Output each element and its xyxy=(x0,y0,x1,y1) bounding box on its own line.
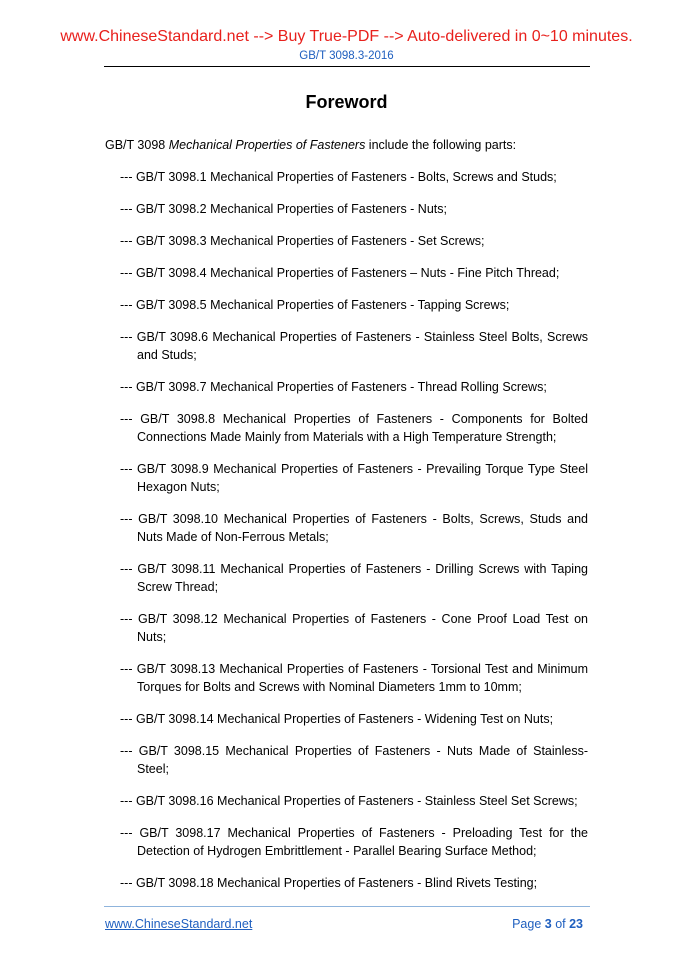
list-item: --- GB/T 3098.10 Mechanical Properties of Fasteners - Bolts, Screws, Studs and Nuts Made of Non-Ferrous Metals; xyxy=(120,512,588,544)
list-item: --- GB/T 3098.14 Mechanical Properties of Fasteners - Widening Test on Nuts; xyxy=(120,712,554,726)
promo-banner[interactable]: www.ChineseStandard.net --> Buy True-PDF --> Auto-delivered in 0~10 minutes. xyxy=(60,28,633,45)
page-current: 3 xyxy=(544,917,552,931)
list-item: --- GB/T 3098.4 Mechanical Properties of Fasteners – Nuts - Fine Pitch Thread; xyxy=(120,266,560,280)
list-item: --- GB/T 3098.12 Mechanical Properties of Fasteners - Cone Proof Load Test on Nuts; xyxy=(120,612,588,644)
list-item: --- GB/T 3098.15 Mechanical Properties of Fasteners - Nuts Made of Stainless-Steel; xyxy=(120,744,588,776)
list-item: --- GB/T 3098.1 Mechanical Properties of Fasteners - Bolts, Screws and Studs; xyxy=(120,170,557,184)
list-item: --- GB/T 3098.9 Mechanical Properties of Fasteners - Prevailing Torque Type Steel Hexagon Nuts; xyxy=(120,462,588,494)
footer-site-link[interactable]: www.ChineseStandard.net xyxy=(105,917,253,931)
list-item: --- GB/T 3098.6 Mechanical Properties of Fasteners - Stainless Steel Bolts, Screws and Studs; xyxy=(120,330,588,362)
intro-suffix: include the following parts: xyxy=(365,138,517,152)
footer-divider xyxy=(104,906,590,907)
page-counter xyxy=(512,917,583,931)
list-item: --- GB/T 3098.8 Mechanical Properties of Fasteners - Components for Bolted Connections Made Mainly from Materials with a High Temperature Strength; xyxy=(120,412,588,444)
list-item: --- GB/T 3098.13 Mechanical Properties of Fasteners - Torsional Test and Minimum Torques for Bolts and Screws with Nominal Diameters 1mm to 10mm; xyxy=(120,662,588,694)
page-prefix: Page xyxy=(512,917,545,931)
list-item: --- GB/T 3098.2 Mechanical Properties of Fasteners - Nuts; xyxy=(120,202,447,216)
list-item: --- GB/T 3098.18 Mechanical Properties of Fasteners - Blind Rivets Testing; xyxy=(120,876,538,890)
page-title: Foreword xyxy=(305,92,388,112)
list-item: --- GB/T 3098.17 Mechanical Properties of Fasteners - Preloading Test for the Detection of Hydrogen Embrittlement - Parallel Bearing Surface Method; xyxy=(120,826,588,858)
header-divider xyxy=(104,66,590,67)
list-item: --- GB/T 3098.16 Mechanical Properties of Fasteners - Stainless Steel Set Screws; xyxy=(120,794,578,808)
list-item: --- GB/T 3098.3 Mechanical Properties of Fasteners - Set Screws; xyxy=(120,234,485,248)
list-item: --- GB/T 3098.7 Mechanical Properties of Fasteners - Thread Rolling Screws; xyxy=(120,380,547,394)
intro-paragraph xyxy=(105,136,590,154)
intro-prefix: GB/T 3098 xyxy=(105,138,169,152)
page-of: of xyxy=(551,917,570,931)
intro-series-title: Mechanical Properties of Fasteners xyxy=(168,138,366,152)
list-item: --- GB/T 3098.11 Mechanical Properties of Fasteners - Drilling Screws with Taping Screw Thread; xyxy=(120,562,588,594)
standard-number: GB/T 3098.3-2016 xyxy=(299,50,394,62)
page-total: 23 xyxy=(569,917,583,931)
list-item: --- GB/T 3098.5 Mechanical Properties of Fasteners - Tapping Screws; xyxy=(120,298,510,312)
parts-list xyxy=(120,168,588,906)
